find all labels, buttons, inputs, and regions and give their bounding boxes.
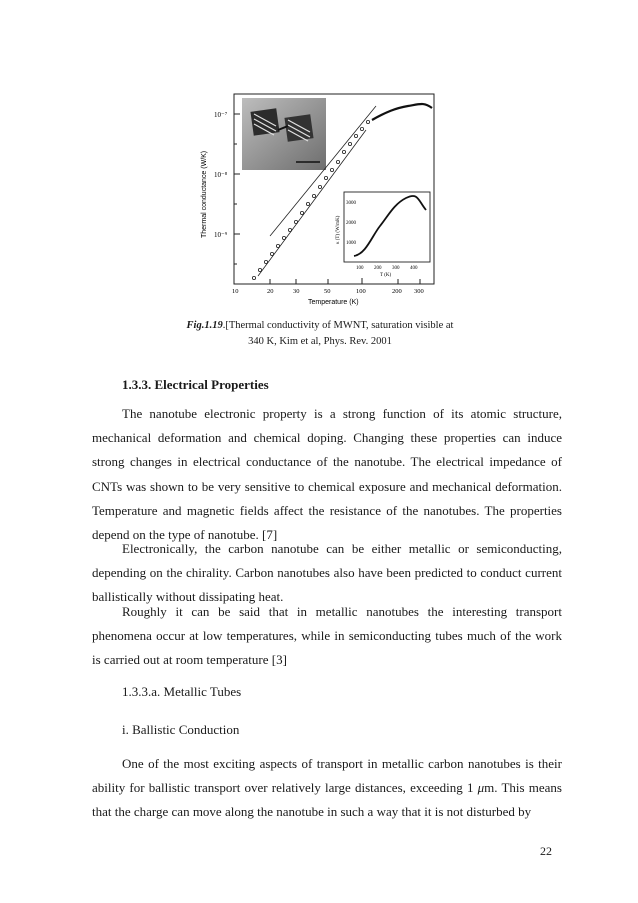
paragraph-text: Electronically, the carbon nanotube can be either metallic or semiconducting, depending on the chirality. Carbon nanotubes also have been predicted to conduct current ballistically without dissipating heat. [92,541,562,605]
inset-x-tick: 400 [410,266,418,271]
y-tick-label: 10⁻⁹ [214,231,228,239]
inset-x-tick: 200 [374,266,382,271]
paragraph [92,537,562,610]
caption-text: .[Thermal conductivity of MWNT, saturation visible at 340 K, Kim et al, Phys. Rev. 2001 [222,320,454,347]
x-tick-label: 200 [392,288,402,295]
x-axis-label: Temperature (K) [308,299,359,306]
inset-y-tick: 2000 [346,221,356,226]
paragraph [92,402,562,547]
inset-x-tick: 100 [356,266,364,271]
y-tick-label: 10⁻⁸ [214,171,228,179]
inset-x-tick: 300 [392,266,400,271]
subsection-heading: 1.3.3.a. Metallic Tubes [122,684,242,699]
paragraph [92,600,562,673]
x-tick-label: 100 [356,288,366,295]
subsubsection-heading: i. Ballistic Conduction [122,722,240,737]
figure-caption [180,318,460,350]
paragraph-text: One of the most exciting aspects of transport in metallic carbon nanotubes is their ability for ballistic transport over relatively large distances, exceeding 1 [92,756,562,796]
sem-micrograph-image [242,98,326,170]
x-tick-label: 300 [414,288,424,295]
y-tick-label: 10⁻⁷ [214,111,228,119]
y-axis-label: Thermal conductance (W/K) [201,150,208,238]
page-number: 22 [540,844,552,858]
section-heading: 1.3.3. Electrical Properties [122,377,269,392]
inset-y-tick: 3000 [346,201,356,206]
x-tick-label: 30 [293,288,300,295]
x-tick-label: 10 [232,288,239,295]
paragraph-text: Roughly it can be said that in metallic nanotubes the interesting transport phenomena occur at low temperatures, while in semiconducting tubes much of the work is carried out at room temperature [3] [92,604,562,668]
inset-y-tick: 1000 [346,241,356,246]
thermal-conductance-figure [196,86,448,308]
figure-graphic [196,86,448,308]
inset-y-label: κ (T) (W/mK) [336,215,341,244]
paragraph-text: The nanotube electronic property is a strong function of its atomic structure, mechanical deformation and chemical doping. Changing these properties can induce strong changes in electrical conductance of the nanotube. The electrical impedance of CNTs was shown to be very sensitive to chemical exposure and mechanical deformation. Temperature and magnetic fields affect the resistance of the nanotubes. The properties depend on the type of nanotube. [7] [92,406,562,543]
x-tick-label: 20 [267,288,274,295]
x-tick-label: 50 [324,288,331,295]
caption-label: Fig.1.19 [186,320,223,331]
paragraph [92,752,562,825]
mu-symbol: μ [477,780,485,796]
paragraph-text: m. This means that the charge can move along the nanotube in such a way that it is not disturbed by [92,780,562,820]
inset-x-label: T (K) [380,273,392,278]
